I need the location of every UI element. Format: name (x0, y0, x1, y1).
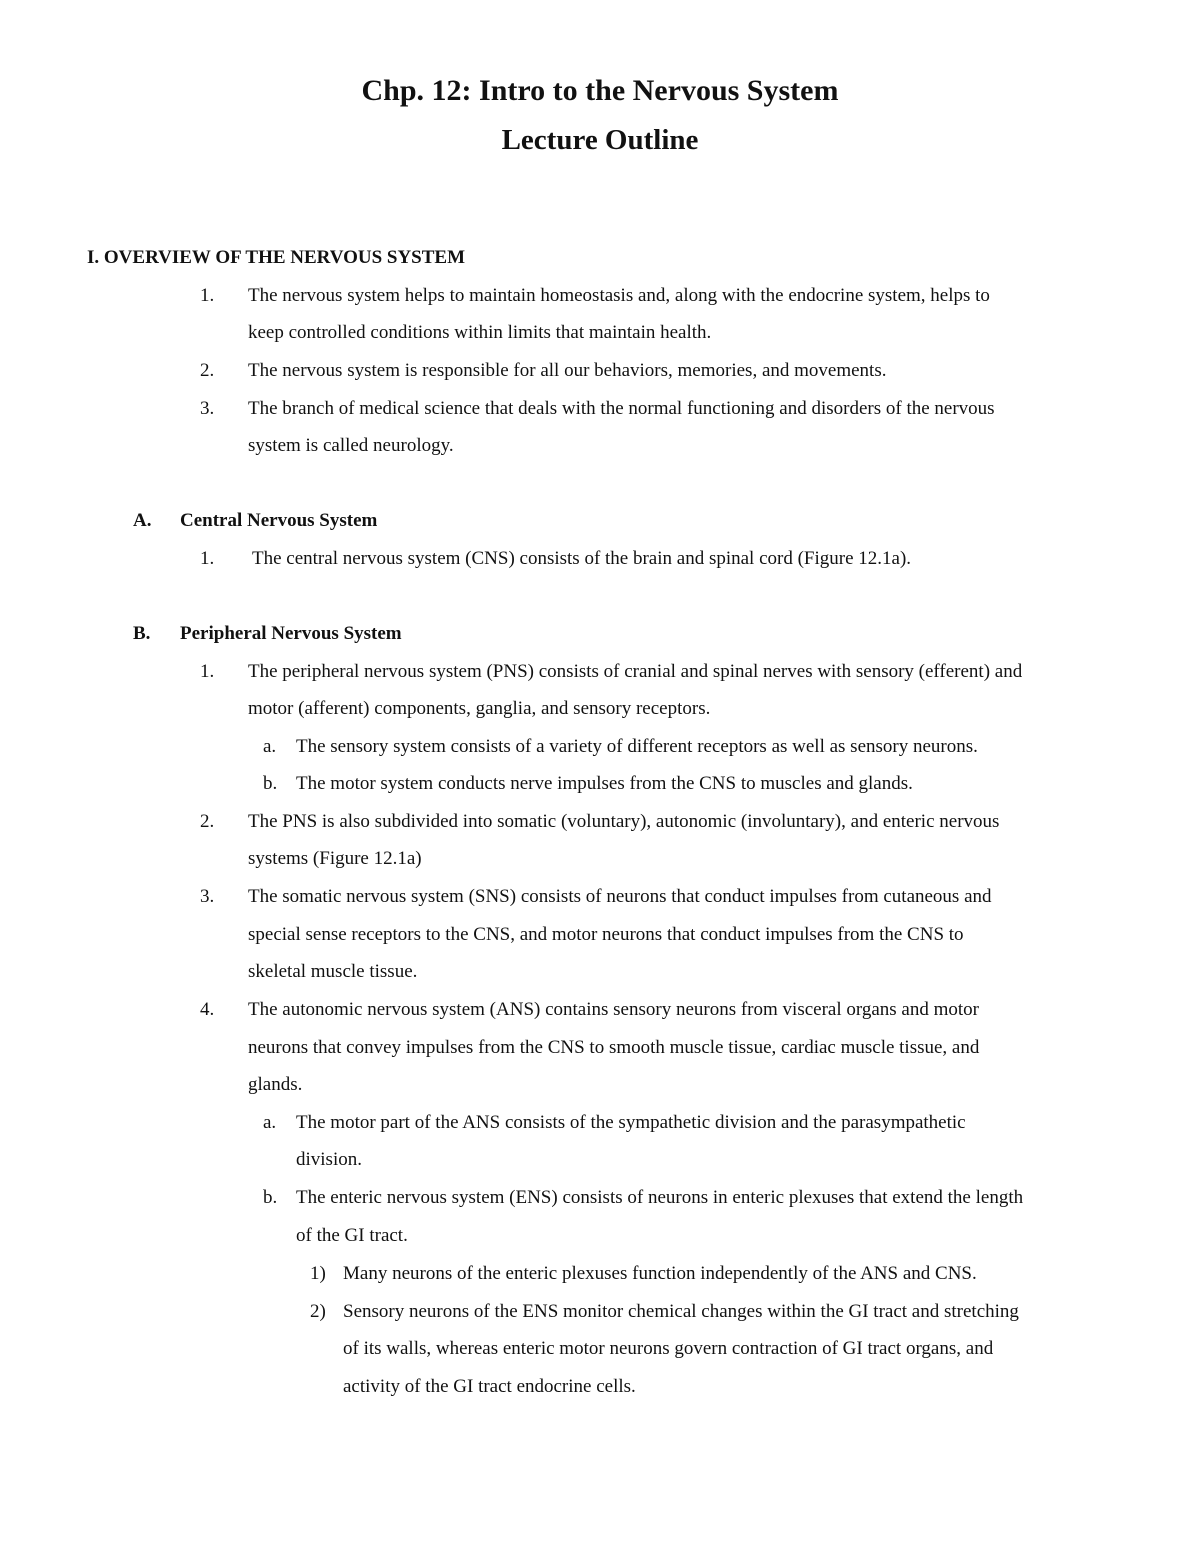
list-marker: 3. (200, 886, 215, 907)
list-item-text: glands. (248, 1074, 303, 1095)
list-item-text: The nervous system helps to maintain homeostasis and, along with the endocrine system, helps to (248, 285, 990, 306)
list-marker: 1. (200, 285, 215, 306)
list-item-text: of the GI tract. (296, 1225, 408, 1246)
list-item-text: The somatic nervous system (SNS) consists of neurons that conduct impulses from cutaneous and (248, 886, 992, 907)
list-item-text: The autonomic nervous system (ANS) contains sensory neurons from visceral organs and motor (248, 999, 979, 1020)
list-item-text: The PNS is also subdivided into somatic (voluntary), autonomic (involuntary), and enteric nervous (248, 811, 1000, 832)
list-item-text: keep controlled conditions within limits that maintain health. (248, 322, 712, 343)
list-item-text: system is called neurology. (248, 435, 454, 456)
subsection-marker: A. (133, 510, 152, 531)
list-item-text: The enteric nervous system (ENS) consists of neurons in enteric plexuses that extend the length (296, 1187, 1024, 1208)
list-item-text: Sensory neurons of the ENS monitor chemical changes within the GI tract and stretching (343, 1301, 1019, 1322)
list-item-text: systems (Figure 12.1a) (248, 848, 422, 869)
list-item-text: motor (afferent) components, ganglia, and sensory receptors. (248, 698, 711, 719)
list-item-text: The nervous system is responsible for all our behaviors, memories, and movements. (248, 360, 887, 381)
page-subtitle: Lecture Outline (501, 124, 699, 156)
subsection-marker: B. (133, 623, 151, 644)
list-marker: 4. (200, 999, 215, 1020)
list-marker: a. (263, 1112, 277, 1133)
list-marker: 2. (200, 811, 215, 832)
list-item-text: The central nervous system (CNS) consists of the brain and spinal cord (Figure 12.1a). (252, 548, 912, 569)
list-item-text: The peripheral nervous system (PNS) consists of cranial and spinal nerves with sensory (efferent) and (248, 661, 1023, 682)
list-item-text: activity of the GI tract endocrine cells. (343, 1376, 636, 1397)
list-marker: 2. (200, 360, 215, 381)
list-item-text: skeletal muscle tissue. (248, 961, 418, 982)
list-item-text: division. (296, 1149, 362, 1170)
list-item-text: Many neurons of the enteric plexuses function independently of the ANS and CNS. (343, 1263, 977, 1284)
list-marker: 1) (310, 1263, 326, 1284)
list-item-text: neurons that convey impulses from the CNS to smooth muscle tissue, cardiac muscle tissue, and (248, 1037, 980, 1058)
list-marker: 1. (200, 548, 215, 569)
list-item-text: The motor system conducts nerve impulses from the CNS to muscles and glands. (296, 773, 913, 794)
list-item-text: The branch of medical science that deals with the normal functioning and disorders of the nervous (248, 398, 995, 419)
list-marker: 2) (310, 1301, 326, 1322)
section-heading-overview: I. OVERVIEW OF THE NERVOUS SYSTEM (87, 247, 466, 268)
subsection-heading-pns: Peripheral Nervous System (180, 623, 402, 644)
list-item-text: special sense receptors to the CNS, and motor neurons that conduct impulses from the CNS to (248, 924, 964, 945)
page-title: Chp. 12: Intro to the Nervous System (361, 74, 839, 107)
subsection-heading-cns: Central Nervous System (180, 510, 378, 531)
list-marker: b. (263, 773, 278, 794)
list-marker: 3. (200, 398, 215, 419)
list-item-text: The sensory system consists of a variety of different receptors as well as sensory neurons. (296, 736, 978, 757)
list-marker: b. (263, 1187, 278, 1208)
list-marker: 1. (200, 661, 215, 682)
list-marker: a. (263, 736, 277, 757)
list-item-text: of its walls, whereas enteric motor neurons govern contraction of GI tract organs, and (343, 1338, 994, 1359)
list-item-text: The motor part of the ANS consists of the sympathetic division and the parasympathetic (296, 1112, 966, 1133)
